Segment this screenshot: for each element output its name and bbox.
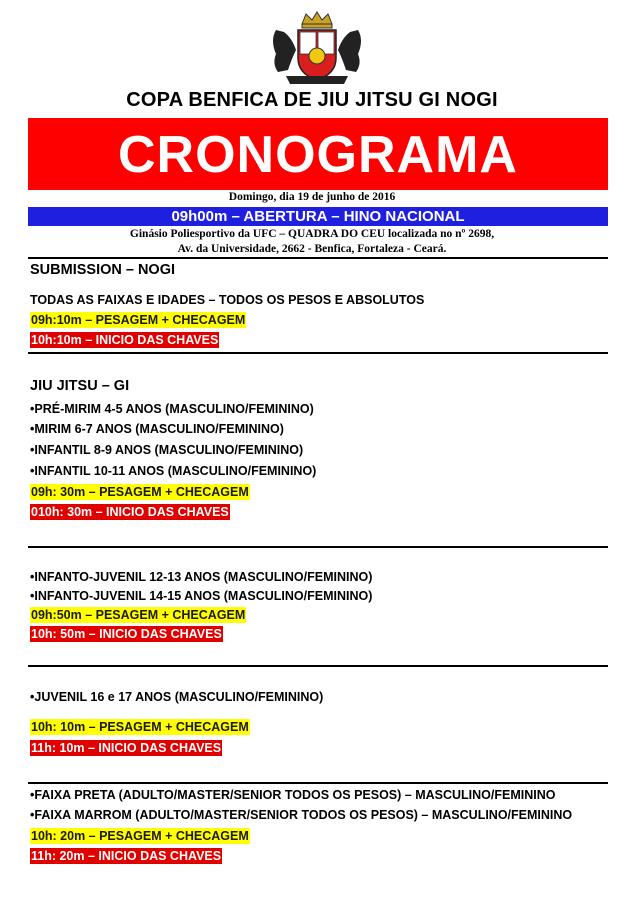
category-line: TODAS AS FAIXAS E IDADES – TODOS OS PESOS E ABSOLUTOS: [30, 293, 425, 307]
weigh-in-highlight: 09h:10m – PESAGEM + CHECAGEM: [31, 313, 246, 327]
venue-line-1: Ginásio Poliesportivo da UFC – QUADRA DO CEU localizada no nº 2698,: [129, 228, 495, 240]
list-item: •INFANTIL 10-11 ANOS (MASCULINO/FEMININO): [30, 464, 317, 478]
start-highlight: 11h: 10m – INICIO DAS CHAVES: [31, 741, 222, 755]
bracket-start-time: [30, 849, 222, 863]
opening-bar: 09h00m – ABERTURA – HINO NACIONAL: [28, 207, 608, 226]
list-item: •FAIXA MARROM (ADULTO/MASTER/SENIOR TODOS OS PESOS) – MASCULINO/FEMININO: [30, 808, 573, 822]
list-item: •PRÉ-MIRIM 4-5 ANOS (MASCULINO/FEMININO): [30, 402, 314, 416]
divider: [28, 352, 608, 354]
bracket-start-time: [30, 627, 223, 641]
weigh-in-time: [30, 313, 246, 327]
weigh-in-time: [30, 485, 250, 499]
list-item: •INFANTO-JUVENIL 12-13 ANOS (MASCULINO/FEMININO): [30, 570, 373, 584]
weigh-in-time: [30, 608, 246, 622]
weigh-in-highlight: 10h: 10m – PESAGEM + CHECAGEM: [31, 720, 249, 734]
section-heading-submission: SUBMISSION – NOGI: [30, 262, 176, 278]
start-highlight: 10h: 50m – INICIO DAS CHAVES: [31, 627, 222, 641]
divider: [28, 546, 608, 548]
event-date: Domingo, dia 19 de junho de 2016: [228, 191, 396, 203]
bracket-start-time: [30, 333, 219, 347]
bracket-start-time: [30, 741, 222, 755]
weigh-in-highlight: 09h:50m – PESAGEM + CHECAGEM: [31, 608, 246, 622]
bracket-start-time: [30, 505, 230, 519]
venue-line-2: Av. da Universidade, 2662 - Benfica, Fortaleza - Ceará.: [177, 243, 447, 255]
weigh-in-time: [30, 829, 250, 843]
weigh-in-time: [30, 720, 250, 734]
divider: [28, 257, 608, 259]
page-title: COPA BENFICA DE JIU JITSU GI NOGI: [126, 89, 498, 111]
start-highlight: 10h:10m – INICIO DAS CHAVES: [31, 333, 219, 347]
start-highlight: 11h: 20m – INICIO DAS CHAVES: [31, 849, 222, 863]
coat-of-arms-icon: [262, 10, 372, 88]
section-heading-gi: JIU JITSU – GI: [30, 378, 130, 394]
weigh-in-highlight: 09h: 30m – PESAGEM + CHECAGEM: [31, 485, 249, 499]
divider: [28, 665, 608, 667]
divider: [28, 782, 608, 784]
list-item: •JUVENIL 16 e 17 ANOS (MASCULINO/FEMININO): [30, 690, 324, 704]
weigh-in-highlight: 10h: 20m – PESAGEM + CHECAGEM: [31, 829, 249, 843]
list-item: •INFANTIL 8-9 ANOS (MASCULINO/FEMININO): [30, 443, 304, 457]
start-highlight: 010h: 30m – INICIO DAS CHAVES: [31, 505, 229, 519]
list-item: •FAIXA PRETA (ADULTO/MASTER/SENIOR TODOS OS PESOS) – MASCULINO/FEMININO: [30, 788, 556, 802]
list-item: •INFANTO-JUVENIL 14-15 ANOS (MASCULINO/FEMININO): [30, 589, 373, 603]
list-item: •MIRIM 6-7 ANOS (MASCULINO/FEMININO): [30, 422, 284, 436]
cronograma-banner: CRONOGRAMA: [28, 118, 608, 190]
